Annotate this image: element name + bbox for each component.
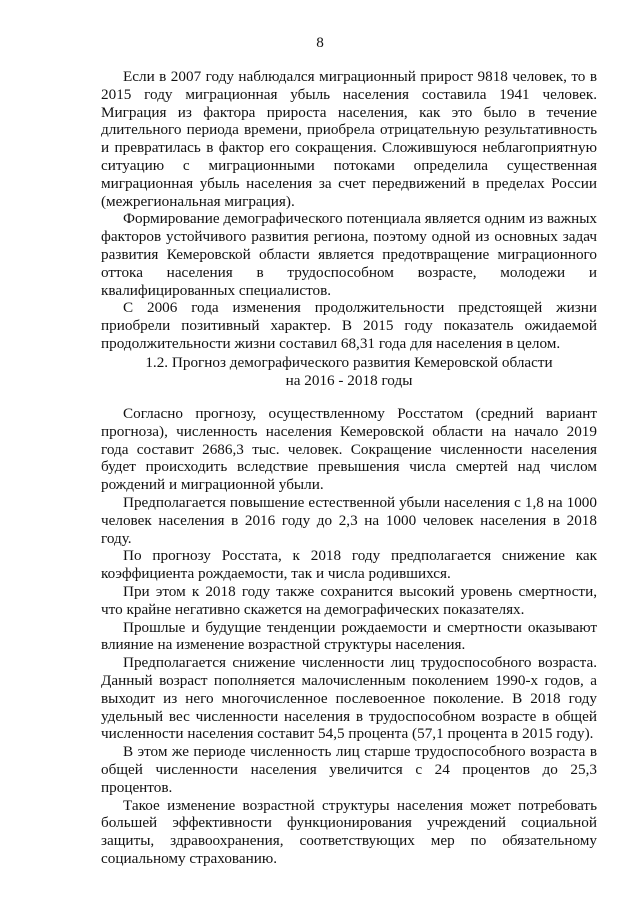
paragraph: При этом к 2018 году также сохранится высокий уровень смертности, что крайне негативно скажется на демографических показателях.	[101, 582, 597, 618]
section-migration-text	[101, 68, 597, 353]
page-number: 8	[316, 34, 324, 51]
paragraph: Предполагается снижение численности лиц трудоспособного возраста. Данный возраст пополняется малочисленным поколением 1990-х годов, а выходит из него многочисленное послевоенное поколение. В 2018 году удельный вес численности населения в трудоспособном возрасте в общей численности населения составит 54,5 процента (57,1 процента в 2015 году).	[101, 654, 597, 743]
paragraph: Предполагается повышение естественной убыли населения с 1,8 на 1000 человек населения в 2016 году до 2,3 на 1000 человек населения в 2018 году.	[101, 493, 597, 547]
paragraph: Такое изменение возрастной структуры населения может потребовать большей эффективности функционирования учреждений социальной защиты, здравоохранения, соответствующих мер по обязательному социальному страхованию.	[101, 796, 597, 867]
paragraph: Прошлые и будущие тенденции рождаемости и смертности оказывают влияние на изменение возрастной структуры населения.	[101, 618, 597, 654]
paragraph: По прогнозу Росстата, к 2018 году предполагается снижение как коэффициента рождаемости, так и числа родившихся.	[101, 547, 597, 583]
section-forecast-text	[101, 405, 597, 868]
section-heading-line2: на 2016 - 2018 годы	[285, 371, 413, 389]
paragraph: Согласно прогнозу, осуществленному Росстатом (средний вариант прогноза), численность населения Кемеровской области на начало 2019 года составит 2686,3 тыс. человек. Сокращение численности населения будет происходить вследствие превышения числа смертей над числом рождений и миграционной убыли.	[101, 405, 597, 494]
paragraph: С 2006 года изменения продолжительности предстоящей жизни приобрели позитивный характер. В 2015 году показатель ожидаемой продолжительности жизни составил 68,31 года для населения в целом.	[101, 299, 597, 352]
section-heading	[101, 354, 597, 390]
paragraph: В этом же периоде численность лиц старше трудоспособного возраста в общей численности населения увеличится с 24 процентов до 25,3 процентов.	[101, 743, 597, 796]
paragraph: Если в 2007 году наблюдался миграционный прирост 9818 человек, то в 2015 году миграционная убыль населения составила 1941 человек. Миграция из фактора прироста населения, как это было в течение длительного периода времени, приобрела отрицательную результативность и превратилась в фактор его сокращения. Сложившуюся неблагоприятную ситуацию с миграционными потоками определила существенная миграционная убыль населения за счет передвижений в пределах России (межрегиональная миграция).	[101, 68, 597, 210]
section-heading-line1: 1.2. Прогноз демографического развития Кемеровской области	[145, 354, 553, 371]
paragraph: Формирование демографического потенциала является одним из важных факторов устойчивого развития региона, поэтому одной из основных задач развития Кемеровской области является предотвращение миграционного оттока населения в трудоспособном возрасте, молодежи и квалифицированных специалистов.	[101, 210, 598, 299]
